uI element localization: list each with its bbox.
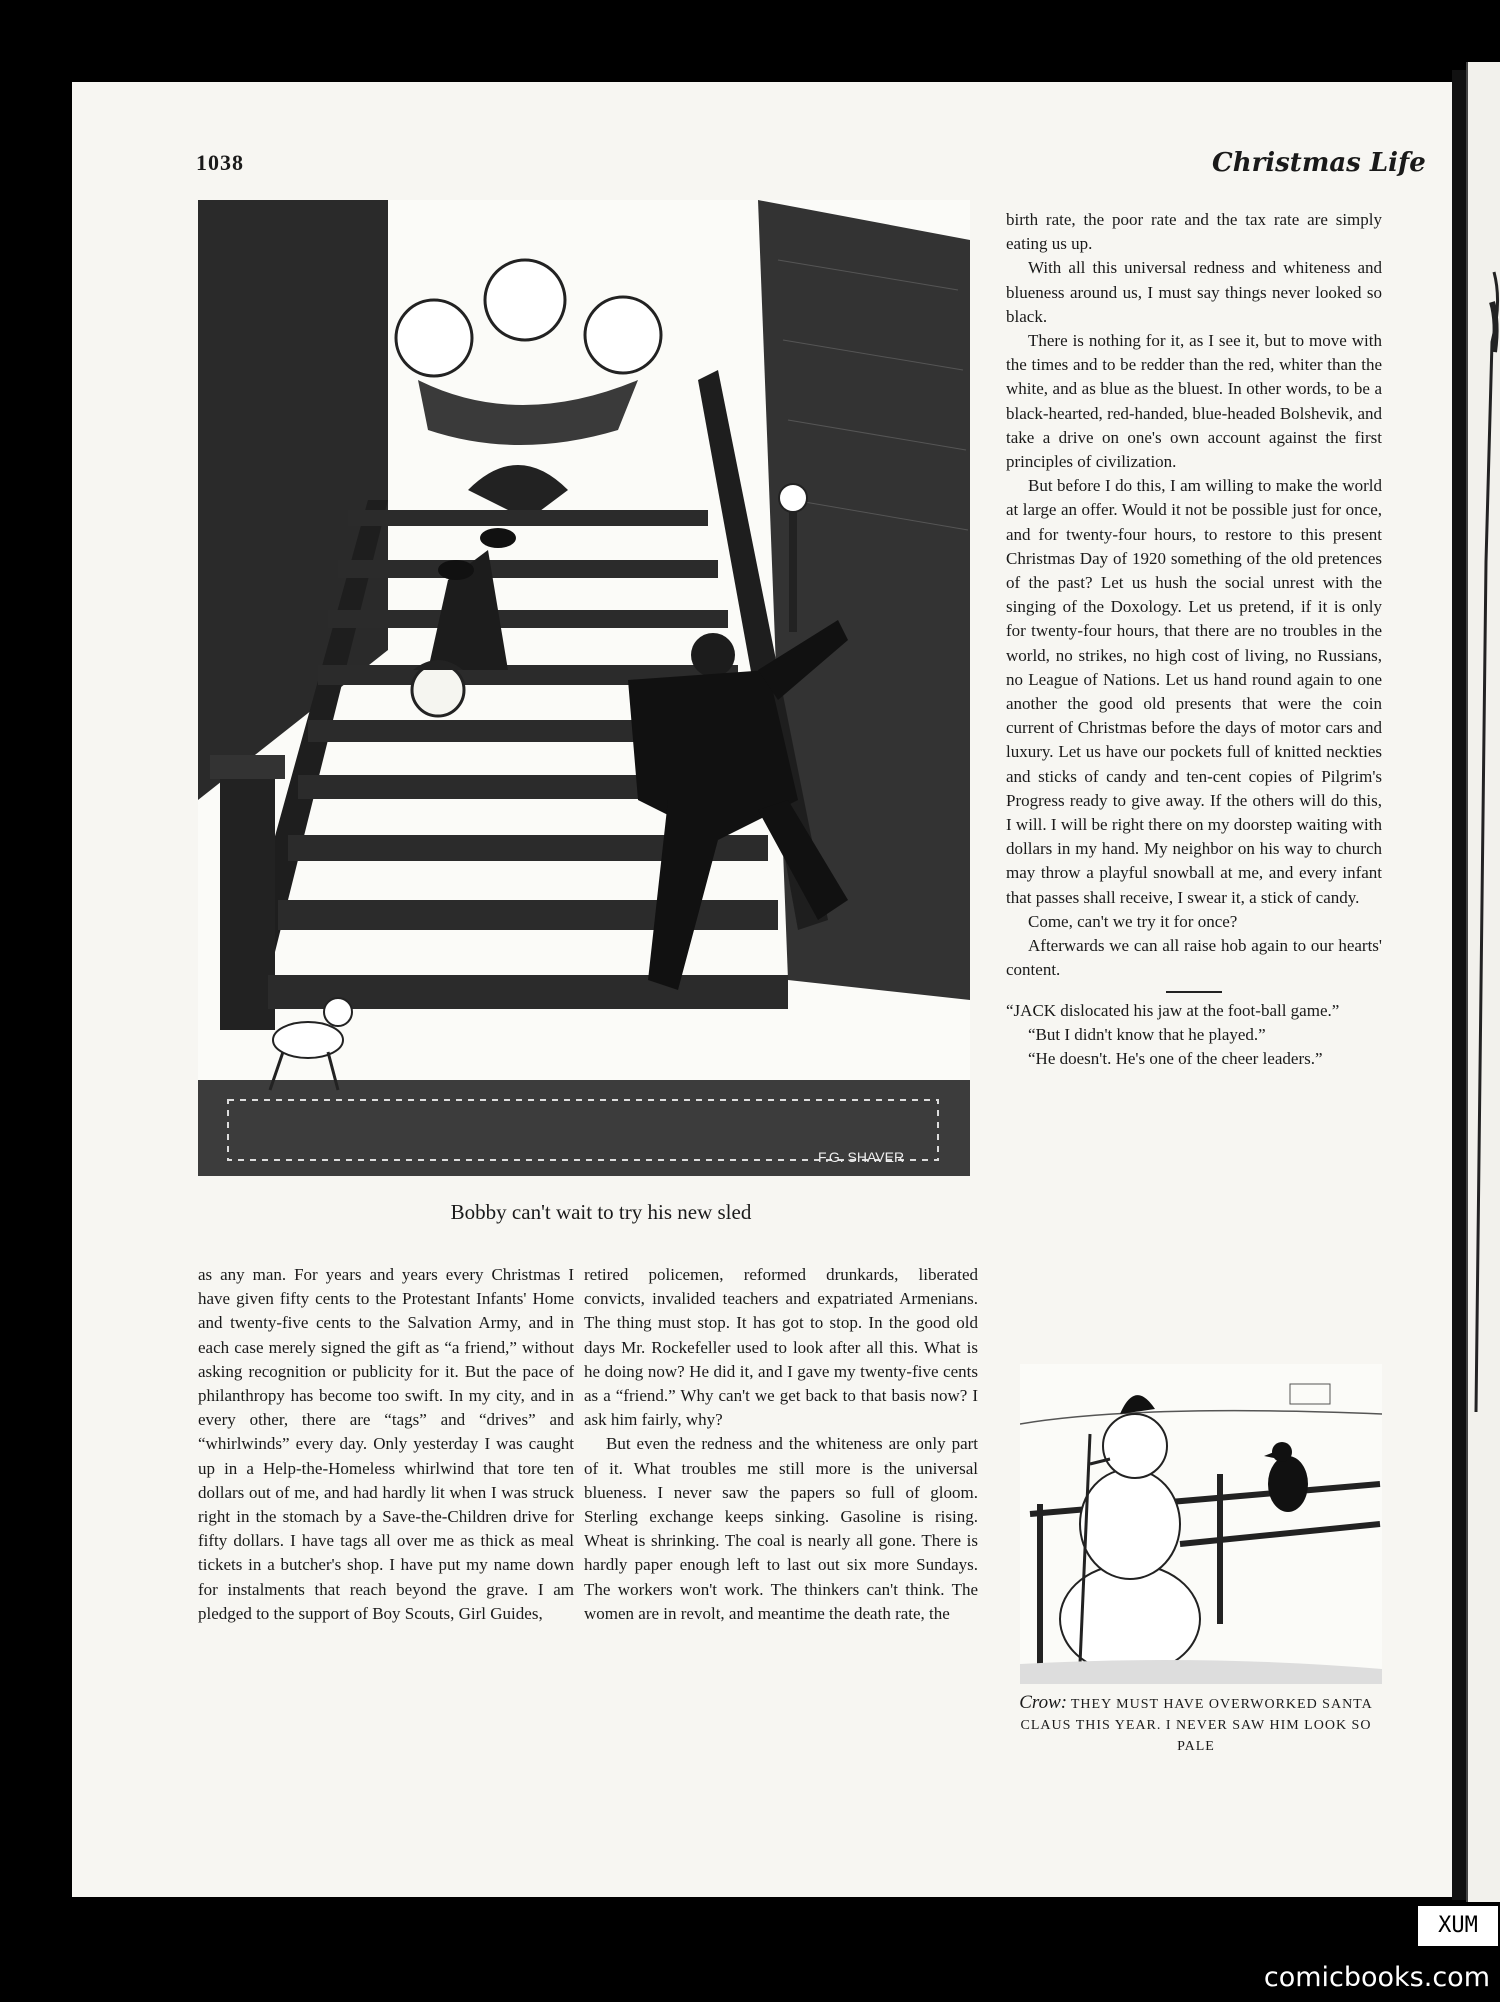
paragraph: But even the redness and the whiteness are only part of it. What troubles me still more is the universal blueness. I never saw the papers so full of gloom. Sterling exchange keeps sinking. Gasoline is rising. Wheat is shrinking. The coal is nearly all gone. There is hardly paper enough left to last out six more Sundays. The workers won't work. The thinkers can't think. The women are in revolt, and meantime the death rate, the	[584, 1434, 978, 1623]
illustration-caption: Bobby can't wait to try his new sled	[450, 1200, 752, 1224]
book-spine	[1452, 70, 1466, 1900]
snowman-cartoon	[1020, 1364, 1382, 1684]
site-watermark: comicbooks.com	[1263, 1962, 1490, 1993]
paragraph: Afterwards we can all raise hob again to our hearts' content.	[1006, 936, 1382, 980]
scan-tag: XUM	[1418, 1906, 1498, 1946]
joke-line: “He doesn't. He's one of the cheer leaders.”	[1028, 1048, 1323, 1068]
facing-page-edge	[1466, 62, 1500, 1902]
staircase-drawing	[198, 200, 970, 1176]
snowman-drawing	[1020, 1364, 1382, 1684]
snowman-caption	[1006, 1692, 1386, 1757]
section-divider	[1166, 991, 1222, 993]
magazine-masthead: Christmas Life	[1212, 148, 1426, 178]
oar-illustration-fragment	[1472, 262, 1500, 1412]
artist-signature: F.G. SHAVER	[818, 1149, 905, 1165]
middle-column	[584, 1263, 978, 1626]
paragraph: Come, can't we try it for once?	[1028, 911, 1238, 931]
paragraph: retired policemen, reformed drunkards, liberated convicts, invalided teachers and expatriated Armenians. The thing must stop. It has got to stop. In the good old days Mr. Rockefeller used to look after all this. What is he doing now? He did it, and I gave my twenty-five cents as a “friend.” Why can't we get back to that basis now? I ask him fairly, why?	[584, 1265, 978, 1430]
joke-line: “JACK dislocated his jaw at the foot-ball game.”	[1006, 1000, 1340, 1020]
paragraph: as any man. For years and years every Christmas I have given fifty cents to the Protestant Infants' Home and twenty-five cents to the Salvation Army, and in each case merely signed the gift as “a friend,” without asking recognition or publicity for it. But the pace of philanthropy has become too swift. In my city, and in every other, there are “tags” and “drives” and “whirlwinds” every day. Only yesterday I was caught up in a Help-the-Homeless whirlwind that tore ten dollars out of me, and had hardly lit when I was struck right in the stomach by a Save-the-Children drive for fifty dollars. I have tags all over me as thick as meal tickets in a butcher's shop. I have put my name down for instalments that reach beyond the grave. I am pledged to the support of Boy Scouts, Girl Guides,	[198, 1265, 574, 1623]
paragraph: With all this universal redness and whiteness and blueness around us, I must say things never looked so black.	[1006, 258, 1382, 326]
speaker-label: Crow:	[1019, 1692, 1068, 1713]
paragraph: birth rate, the poor rate and the tax rate are simply eating us up.	[1006, 210, 1382, 254]
staircase-illustration	[198, 200, 970, 1176]
paragraph: There is nothing for it, as I see it, but to move with the times and to be redder than the red, whiter than the white, and as blue as the bluest. In other words, to be a black-hearted, red-handed, blue-headed Bolshevik, and take a drive on one's own account against the first principles of civilization.	[1006, 331, 1382, 472]
right-column	[1006, 208, 1382, 1071]
paragraph: But before I do this, I am willing to make the world at large an offer. Would it not be possible just for once, and for twenty-four hours, to restore to this present Christmas Day of 1920 something of the old pretences of the past? Let us hush the social unrest with the singing of the Doxology. Let us pretend, if it is only for twenty-four hours, that there are no troubles in the world, no strikes, no high cost of living, no Russians, no League of Nations. Let us hand round again to one another the good old presents that were the coin current of Christmas before the days of motor cars and luxury. Let us have our pockets full of knitted neckties and sticks of candy and ten-cent copies of Pilgrim's Progress ready to give away. If the others will do this, I will. I will be right there on my doorstep waiting with dollars in my hand. My neighbor on his way to church may throw a playful snowball at me, and every infant that passes shall receive, I swear it, a stick of candy.	[1006, 476, 1382, 907]
joke-line: “But I didn't know that he played.”	[1028, 1024, 1266, 1044]
caption-text: THEY MUST HAVE OVERWORKED SANTA CLAUS THIS YEAR. I NEVER SAW HIM LOOK SO PALE	[1020, 1697, 1373, 1754]
page-number: 1038	[196, 150, 244, 175]
left-column	[198, 1263, 574, 1626]
